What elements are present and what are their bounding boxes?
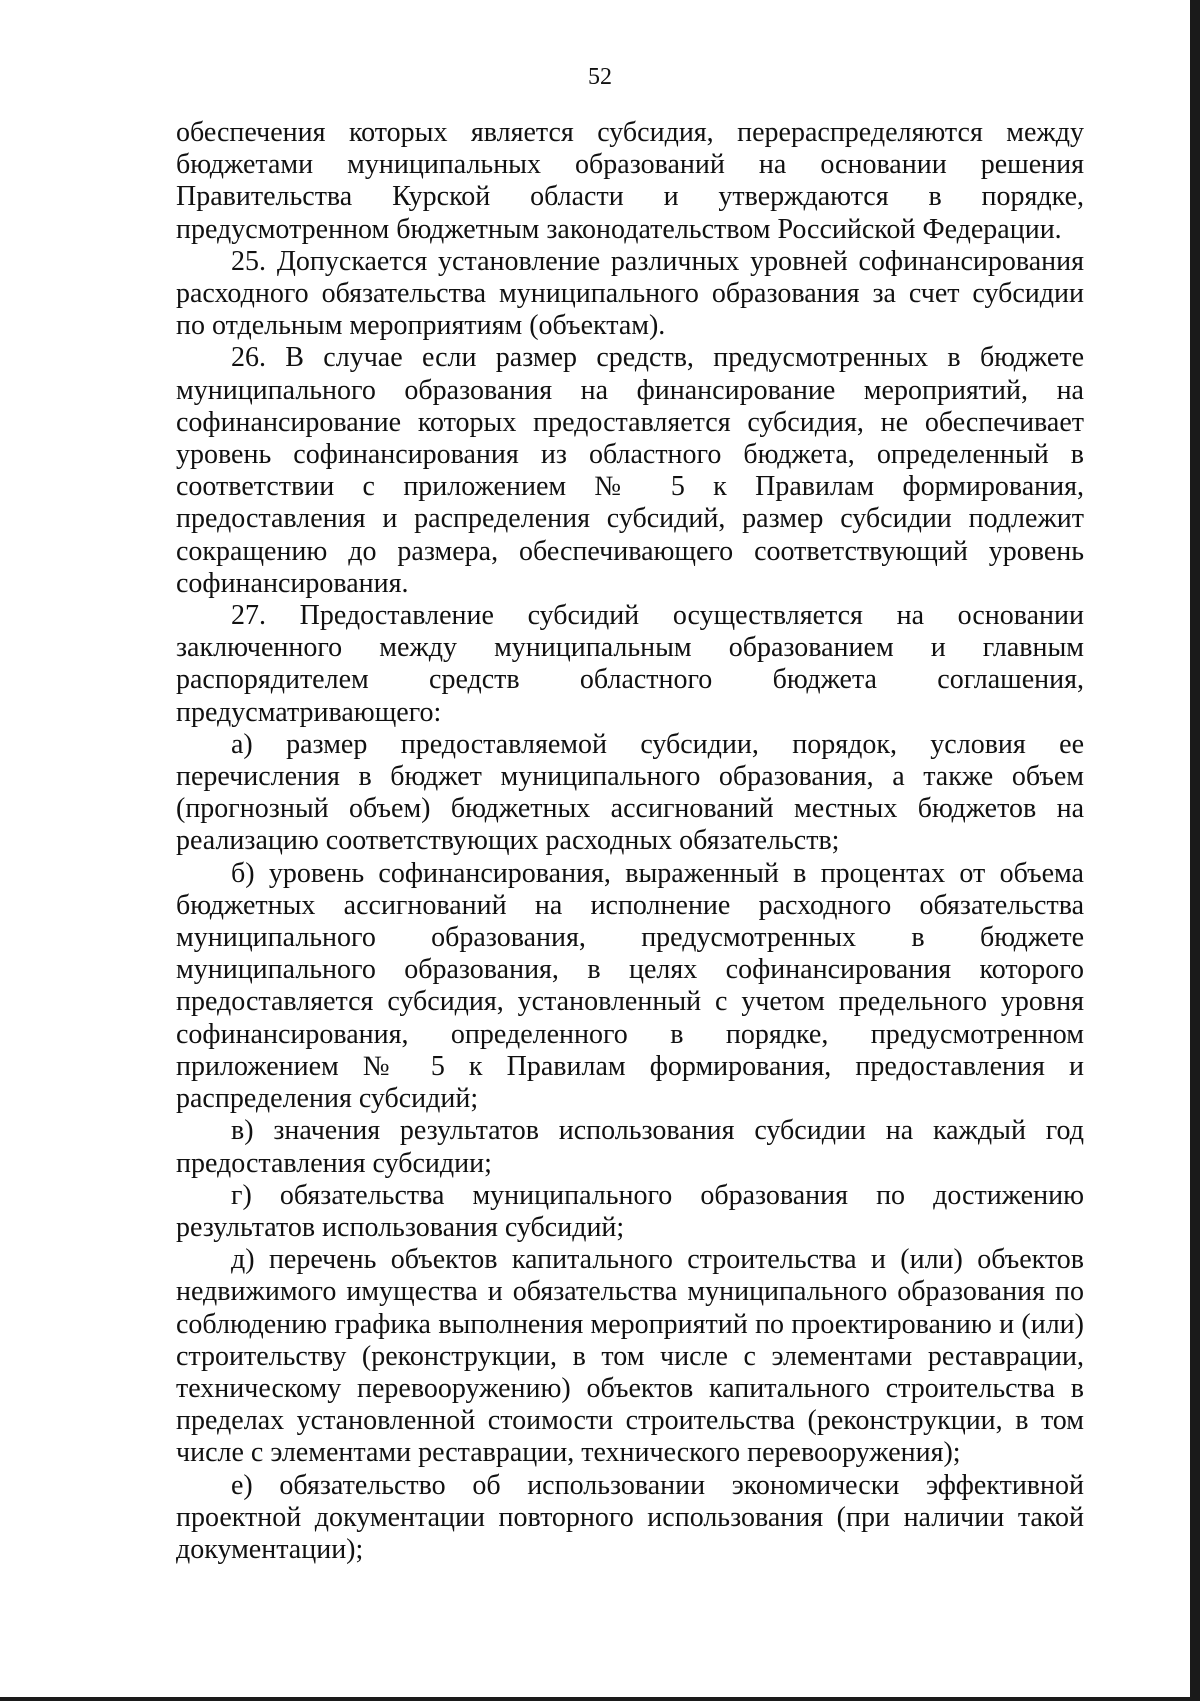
- paragraph-27-item-b: б) уровень софинансирования, выраженный в процентах от объема бюджетных ассигнований на исполнение расходного обязательства муниципального образования, предусмотренных в бюджете муниципального образования, в целях софинансирования которого предоставляется субсидия, установленный с учетом предельного уровня софинансирования, определенного в порядке, предусмотренном приложением № 5 к Правилам формирования, предоставления и распределения субсидий;: [176, 857, 1084, 1115]
- paragraph-27-item-v: в) значения результатов использования субсидии на каждый год предоставления субсидии;: [176, 1115, 1084, 1179]
- paragraph-27-item-e: е) обязательство об использовании экономически эффективной проектной документации повторного использования (при наличии такой документации);: [176, 1469, 1084, 1565]
- paragraph-continuation: обеспечения которых является субсидия, перераспределяются между бюджетами муниципальных образований на основании решения Правительства Курской области и утверждаются в порядке, предусмотренном бюджетным законодательством Российской Федерации.: [176, 117, 1084, 245]
- paragraph-27-item-g: г) обязательства муниципального образования по достижению результатов использования субсидий;: [176, 1179, 1084, 1243]
- paragraph-25: 25. Допускается установление различных уровней софинансирования расходного обязательства муниципального образования за счет субсидии по отдельным мероприятиям (объектам).: [176, 245, 1084, 342]
- scan-edge-bottom: [0, 1697, 1200, 1701]
- document-body: [176, 117, 1084, 1566]
- paragraph-26: 26. В случае если размер средств, предусмотренных в бюджете муниципального образования на финансирование мероприятий, на софинансирование которых предоставляется субсидия, не обеспечивает уровень софинансирования из областного бюджета, определенный в соответствии с приложением № 5 к Правилам формирования, предоставления и распределения субсидий, размер субсидии подлежит сокращению до размера, обеспечивающего соответствующий уровень софинансирования.: [176, 342, 1084, 599]
- paragraph-27: 27. Предоставление субсидий осуществляется на основании заключенного между муниципальным образованием и главным распорядителем средств областного бюджета соглашения, предусматривающего:: [176, 600, 1084, 728]
- paragraph-27-item-d: д) перечень объектов капитального строительства и (или) объектов недвижимого имущества и обязательства муниципального образования по соблюдению графика выполнения мероприятий по проектированию и (или) строительству (реконструкции, в том числе с элементами реставрации, техническому перевооружению) объектов капитального строительства в пределах установленной стоимости строительства (реконструкции, в том числе с элементами реставрации, технического перевооружения);: [176, 1244, 1084, 1469]
- paragraph-27-item-a: а) размер предоставляемой субсидии, порядок, условия ее перечисления в бюджет муниципального образования, а также объем (прогнозный объем) бюджетных ассигнований местных бюджетов на реализацию соответствующих расходных обязательств;: [176, 728, 1084, 857]
- page-number: 52: [588, 64, 612, 90]
- scan-edge-right: [1190, 0, 1200, 1701]
